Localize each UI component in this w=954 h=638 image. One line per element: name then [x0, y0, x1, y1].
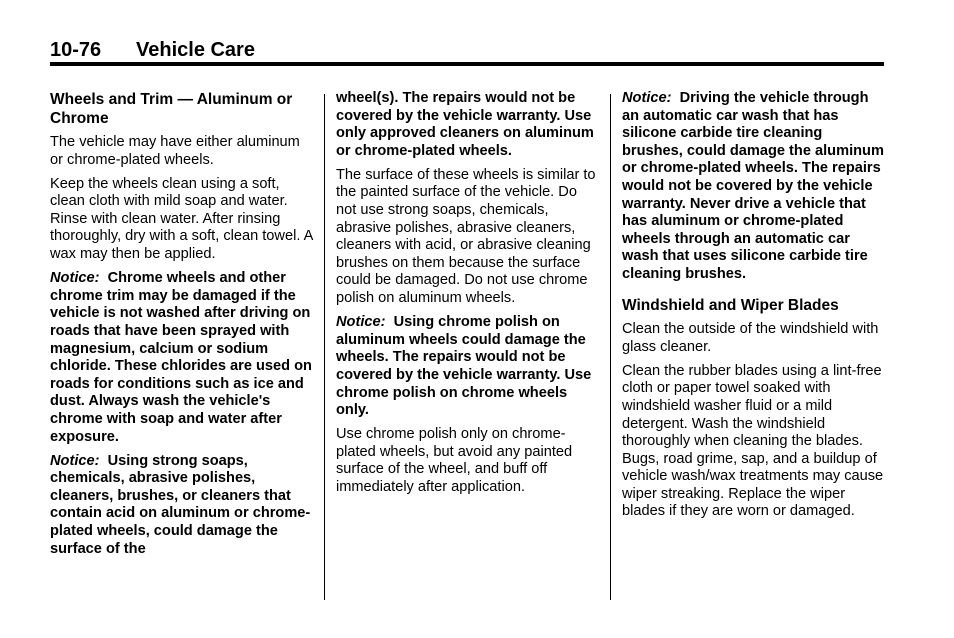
notice-continuation: wheel(s). The repairs would not be covered by the vehicle warranty. Use only approved cleaners on aluminum or chrome-plated wheels. [336, 90, 594, 159]
notice-label: Notice: [50, 452, 100, 469]
wheels-trim-heading: Wheels and Trim — Aluminum or Chrome [50, 91, 293, 127]
notice-text: Using chrome polish on aluminum wheels could damage the wheels. The repairs would not be covered by the vehicle warranty. Use chrome polish on chrome wheels only. [336, 314, 592, 419]
notice-text: Using strong soaps, chemicals, abrasive polishes, cleaners, brushes, or cleaners that contain acid on aluminum or chrome-plated wheels, could damage the surface of the [50, 452, 311, 557]
paragraph: Clean the outside of the windshield with glass cleaner. [622, 321, 879, 355]
column-3 [622, 90, 886, 528]
paragraph: The vehicle may have either aluminum or chrome-plated wheels. [50, 134, 300, 168]
paragraph: Keep the wheels clean using a soft, clean cloth with mild soap and water. Rinse with clean water. After rinsing thoroughly, dry with a soft, clean towel. A wax may then be applied. [50, 175, 313, 263]
section-title: Vehicle Care [136, 39, 255, 61]
paragraph: The surface of these wheels is similar to the painted surface of the vehicle. Do not use strong soaps, chemicals, abrasive polishes, abrasive cleaners, cleaners with acid, or abrasive cleaning brushes on them because the surface could be damaged. Do not use chrome polish on aluminum wheels. [336, 166, 596, 307]
page-number: 10-76 [50, 39, 102, 61]
column-divider [324, 94, 325, 600]
notice-label: Notice: [50, 270, 100, 287]
page-header [50, 38, 884, 62]
notice-text: Chrome wheels and other chrome trim may be damaged if the vehicle is not washed after driving on roads that have been sprayed with magnesium, calcium or sodium chloride. These chlorides are used on roads for conditions such as ice and dust. Always wash the vehicle's chrome with soap and water after exposure. [50, 270, 312, 445]
column-1 [50, 90, 314, 565]
notice-label: Notice: [336, 314, 386, 331]
paragraph: Clean the rubber blades using a lint-free cloth or paper towel soaked with windshield washer fluid or a mild detergent. Wash the windshield thoroughly when cleaning the blades. Bugs, road grime, sap, and a buildup of vehicle wash/wax treatments may cause wiper streaking. Replace the wiper blades if they are worn or damaged. [622, 362, 884, 520]
notice-paragraph [622, 90, 886, 284]
column-2 [336, 90, 600, 503]
notice-paragraph [50, 270, 314, 446]
paragraph: Use chrome polish only on chrome-plated wheels, but avoid any painted surface of the wheel, and buff off immediately after application. [336, 426, 573, 495]
column-divider [610, 94, 611, 600]
notice-paragraph [50, 453, 314, 559]
header-rule [50, 62, 884, 66]
windshield-wiper-heading: Windshield and Wiper Blades [622, 296, 839, 314]
notice-paragraph [336, 314, 600, 420]
notice-label: Notice: [622, 90, 672, 106]
notice-text: Driving the vehicle through an automatic car wash that has silicone carbide tire cleaning brushes, could damage the aluminum or chrome-plated wheels. The repairs would not be covered by the vehicle warranty. Never drive a vehicle that has aluminum or chrome-plated wheels through an automatic car wash that uses silicone carbide tire cleaning brushes. [622, 90, 884, 282]
